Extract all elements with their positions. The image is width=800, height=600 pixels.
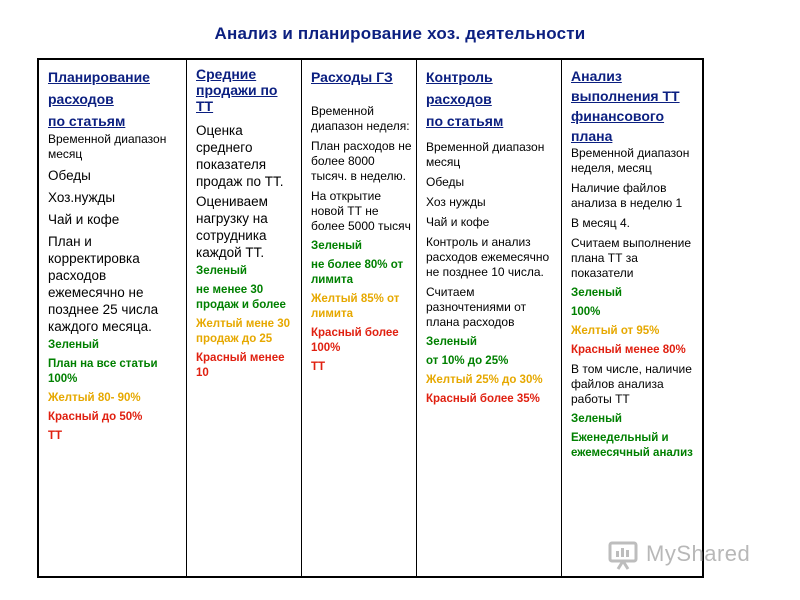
new-store-text: На открытие новой ТТ не более 5000 тысяч [311, 189, 411, 233]
column-average-sales [187, 60, 302, 576]
red-value: Красный более 100% [311, 327, 399, 354]
column-header-line: расходов [426, 91, 492, 107]
expense-item: Хоз.нужды [48, 190, 116, 205]
expense-item: Обеды [48, 168, 91, 183]
tt-label: ТТ [311, 361, 326, 373]
count-text: Считаем выполнение плана ТТ за показатели [571, 236, 691, 280]
yellow-value: Желтый 80- 90% [48, 392, 141, 404]
green-value: не более 80% от лимита [311, 259, 404, 286]
column-header-line: по статьям [426, 113, 504, 129]
green-value: не менее 30 продаж и более [196, 284, 286, 311]
tt-label: ТТ [48, 430, 63, 442]
including-text: В том числе, наличие файлов анализа работы ТТ [571, 362, 692, 406]
period-text: Временной диапазон неделя: [311, 104, 410, 133]
presentation-icon [606, 538, 640, 570]
column-header-line: по статьям [48, 113, 126, 129]
period-text: Временной диапазон неделя, месяц [571, 146, 690, 175]
column-header: Средние продажи по ТТ [196, 66, 278, 114]
green-label: Зеленый [571, 287, 622, 299]
green-value: от 10% до 25% [426, 355, 509, 367]
files-text: Наличие файлов анализа в неделю 1 [571, 181, 683, 210]
sales-text: Оценка среднего показателя продаж по ТТ. [196, 123, 284, 189]
load-text: Оцениваем нагрузку на сотрудника каждой ТТ. [196, 194, 268, 260]
column-header-line: расходов [48, 91, 114, 107]
expense-item: Обеды [426, 175, 465, 189]
weekly-text: Еженедельный и ежемесячный анализ [571, 432, 693, 459]
yellow-value: Желтый 25% до 30% [426, 374, 543, 386]
red-value: Красный до 50% [48, 411, 143, 423]
column-header: Анализ выполнения ТТ финансового плана [571, 68, 680, 144]
red-value: Красный менее 10 [196, 352, 285, 379]
watermark-text: MyShared [646, 541, 751, 566]
page-title: Анализ и планирование хоз. деятельности [214, 24, 586, 43]
column-gz-expenses [302, 60, 417, 576]
green-label: Зеленый [571, 413, 622, 425]
period-text: Временной диапазон месяц [426, 140, 545, 169]
column-plan-analysis [562, 60, 702, 576]
period-text: Временной диапазон месяц [48, 132, 167, 161]
red-value: Красный более 35% [426, 393, 540, 405]
column-expense-planning [39, 60, 187, 576]
control-text: Контроль и анализ расходов ежемесячно не позднее 10 числа. [426, 235, 550, 279]
plan-text: План и корректировка расходов ежемесячно не позднее 25 числа каждого месяца. [48, 234, 159, 334]
month-text: В месяц 4. [571, 216, 630, 230]
column-header-line: Контроль [426, 69, 493, 85]
red-value: Красный менее 80% [571, 344, 686, 356]
planning-table [37, 58, 704, 578]
column-expense-control [417, 60, 562, 576]
watermark [606, 538, 766, 570]
diff-text: Считаем разночтениями от плана расходов [426, 285, 527, 329]
green-label: Зеленый [311, 240, 362, 252]
column-header: Расходы ГЗ [311, 69, 393, 85]
expense-item: Чай и кофе [426, 215, 490, 229]
yellow-value: Желтый мене 30 продаж до 25 [196, 318, 291, 345]
expense-item: Чай и кофе [48, 212, 120, 227]
green-label: Зеленый [196, 265, 247, 277]
green-value: План на все статьи 100% [48, 358, 158, 385]
yellow-value: Желтый 85% от лимита [311, 293, 400, 320]
green-label: Зеленый [426, 336, 477, 348]
green-label: Зеленый [48, 339, 99, 351]
plan-text: План расходов не более 8000 тысяч. в неделю. [311, 139, 412, 183]
yellow-value: Желтый от 95% [571, 325, 660, 337]
green-value: 100% [571, 306, 601, 318]
column-header-line: Планирование [48, 69, 150, 85]
expense-item: Хоз нужды [426, 195, 486, 209]
